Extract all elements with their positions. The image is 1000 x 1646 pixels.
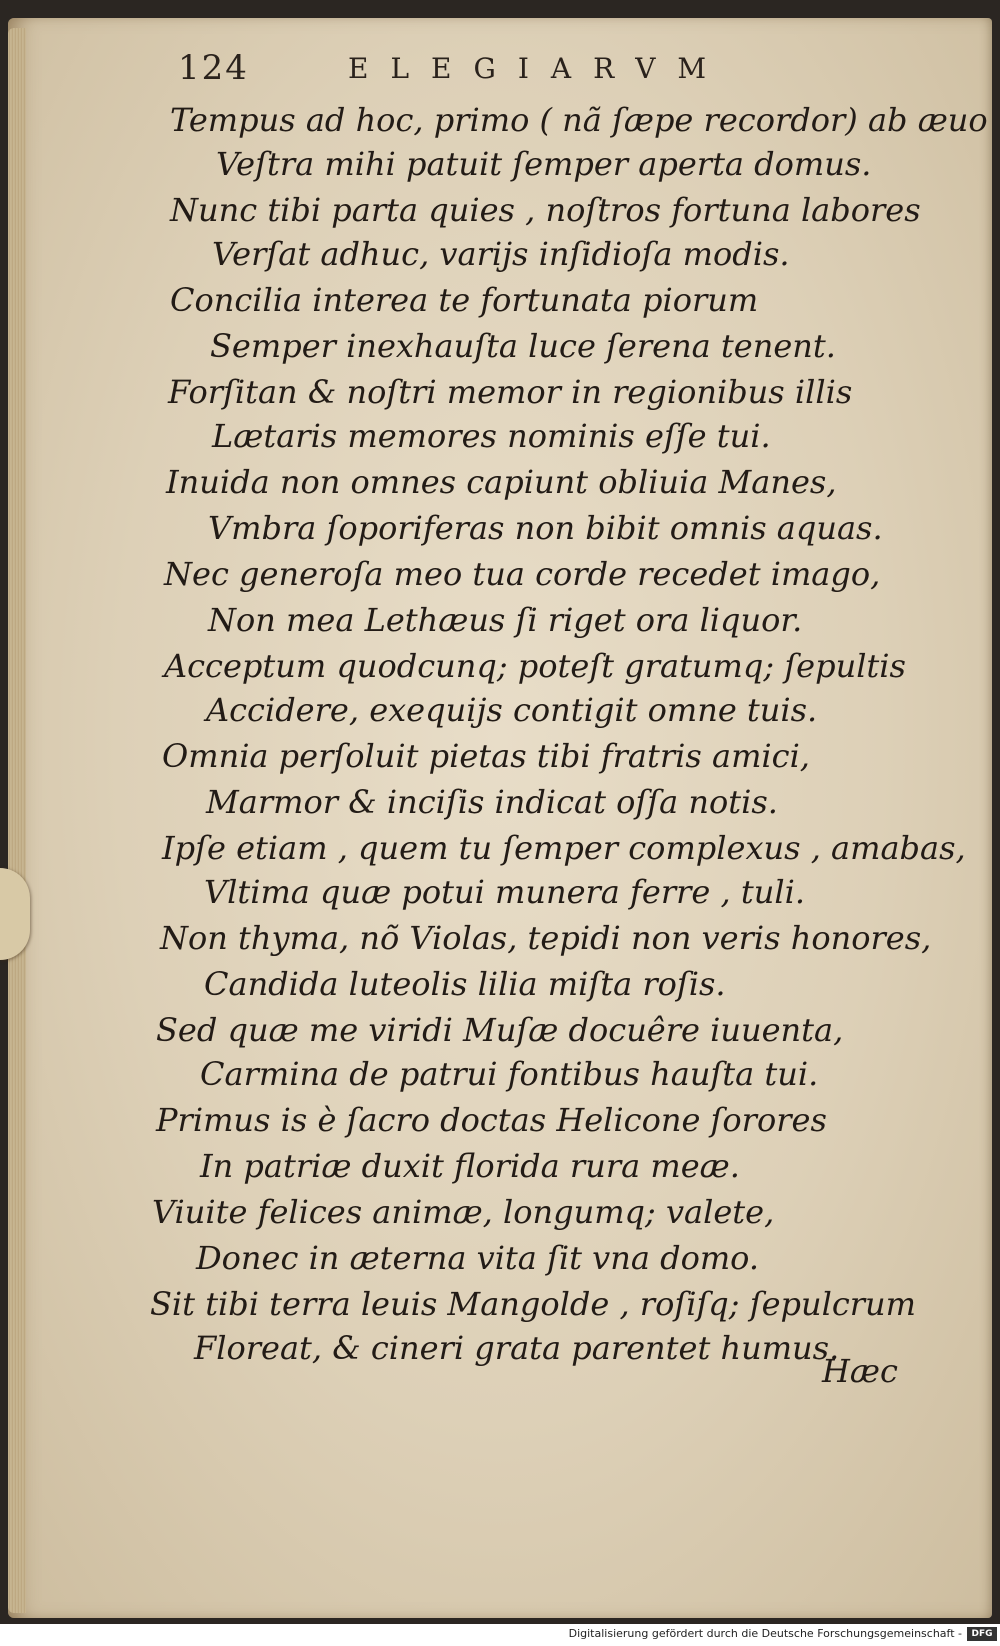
verse-line: Nec generoſa meo tua corde recedet imago, [164, 555, 881, 593]
verse-line: Omnia perſoluit pietas tibi fratris amici, [162, 737, 810, 775]
verse-line: Semper inexhauſta luce ſerena tenent. [210, 327, 836, 365]
verse-line: Donec in æterna vita ſit vna domo. [196, 1239, 760, 1277]
verse-line: Non mea Lethæus ſi riget ora liquor. [208, 601, 803, 639]
verse-line: In patriæ duxit florida rura meæ. [200, 1147, 740, 1185]
dfg-logo: DFG [967, 1627, 997, 1641]
verse-line: Lætaris memores nominis eſſe tui. [212, 417, 771, 455]
verse-line: Vltima quæ potui munera ferre , tuli. [204, 873, 805, 911]
verse-line: Forſitan & noſtri memor in regionibus illis [168, 373, 853, 411]
verse-line: Acceptum quodcunq; poteſt gratumq; ſepultis [164, 647, 906, 685]
verse-line: Nunc tibi parta quies , noſtros fortuna labores [170, 191, 921, 229]
verse-line: Concilia interea te fortunata piorum [170, 281, 759, 319]
verse-line: Candida luteolis lilia miſta roſis. [204, 965, 726, 1003]
verse-line: Sed quæ me viridi Muſæ docuêre iuuenta, [156, 1011, 844, 1049]
verse-line: Accidere, exequijs contigit omne tuis. [206, 691, 818, 729]
page-number: 124 [178, 48, 249, 88]
verse-line: Vmbra ſoporiferas non bibit omnis aquas. [208, 509, 883, 547]
digitization-footer [0, 1624, 1000, 1646]
verse-line: Ipſe etiam , quem tu ſemper complexus , amabas, [162, 829, 966, 867]
verse-line: Tempus ad hoc, primo ( nã ſæpe recordor) ab æuo [170, 101, 988, 139]
verse-line: Non thyma, nõ Violas, tepidi non veris honores, [160, 919, 932, 957]
verse-line: Viuite felices animæ, longumq; valete, [152, 1193, 775, 1231]
verse-line: Carmina de patrui fontibus hauſta tui. [200, 1055, 819, 1093]
verse-line: Veſtra mihi patuit ſemper aperta domus. [216, 145, 872, 183]
verse-line: Verſat adhuc, varijs inſidioſa modis. [212, 235, 790, 273]
verse-line: Marmor & inciſis indicat oſſa notis. [206, 783, 778, 821]
verse-line: Primus is è ſacro doctas Helicone ſorores [156, 1101, 827, 1139]
verse-line: Floreat, & cineri grata parentet humus. [194, 1329, 840, 1367]
running-head: ELEGIARVM [348, 52, 729, 85]
verse-line: Inuida non omnes capiunt obliuia Manes, [166, 463, 837, 501]
verse-line: Sit tibi terra leuis Mangolde , roſiſq; ſepulcrum [150, 1285, 916, 1323]
catchword: Hæc [822, 1352, 898, 1390]
footer-credit: Digitalisierung gefördert durch die Deutsche Forschungsgemeinschaft - [568, 1627, 962, 1640]
